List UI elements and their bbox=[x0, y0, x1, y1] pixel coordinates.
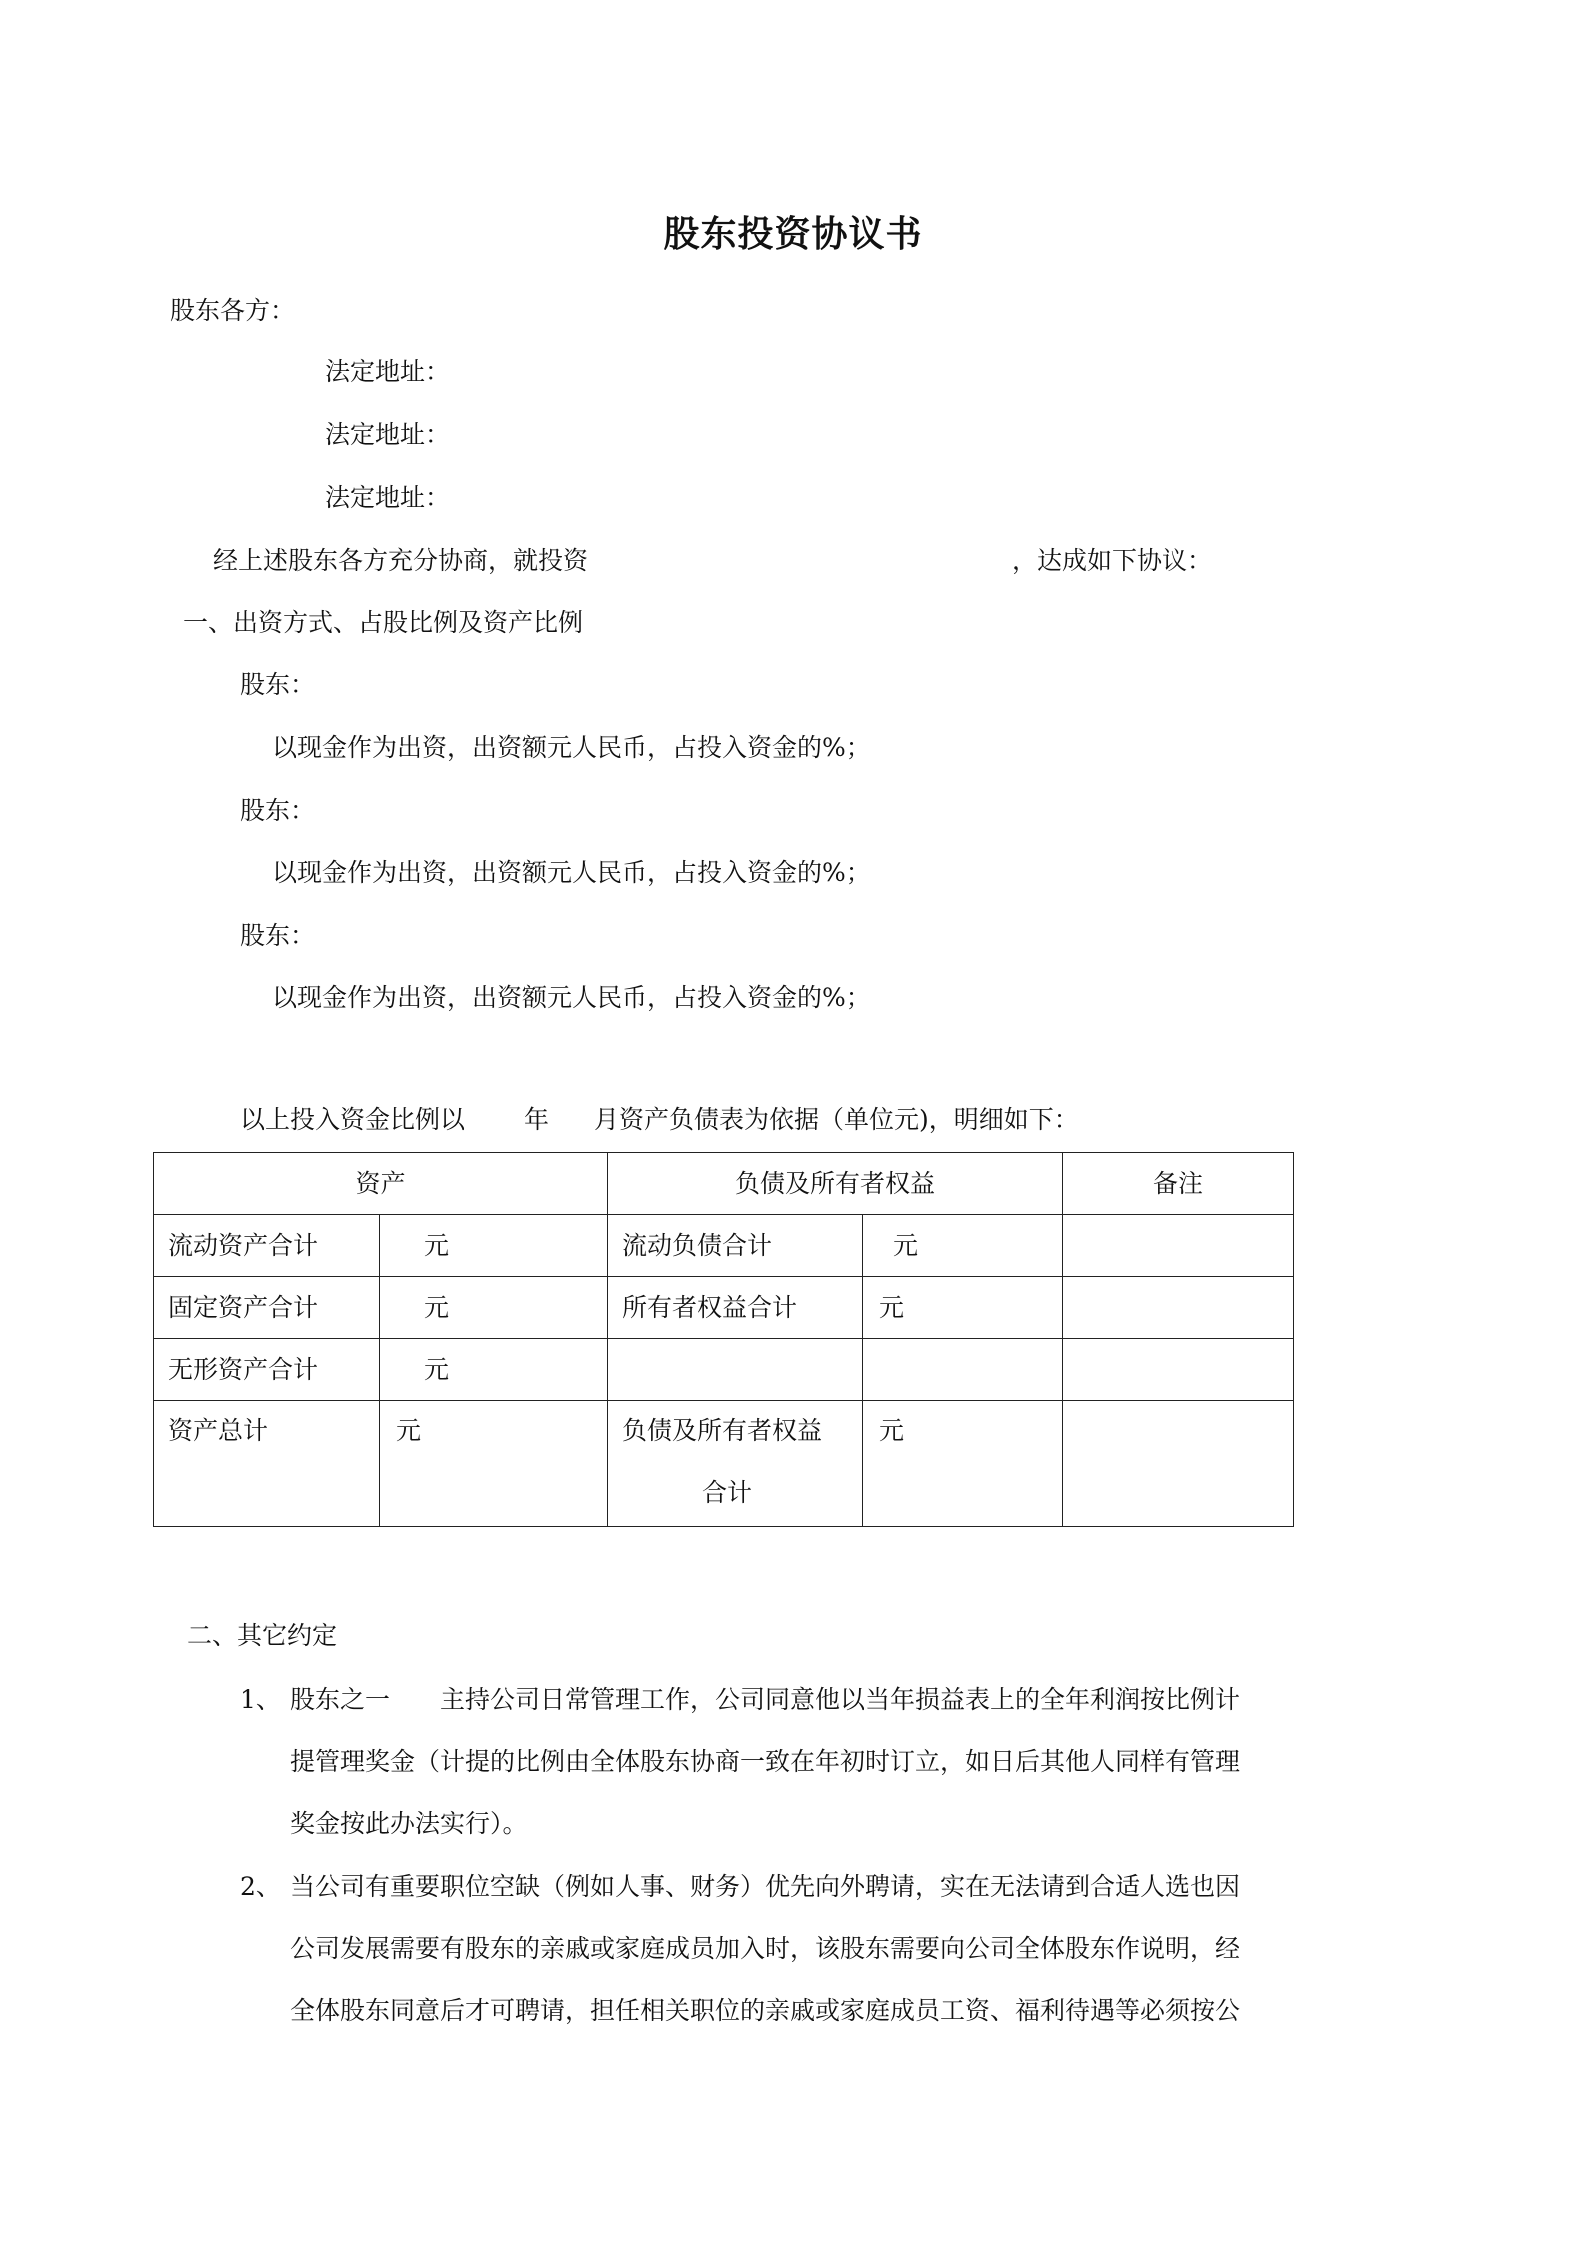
item-2-line-1: 当公司有重要职位空缺（例如人事、财务）优先向外聘请，实在无法请到合适人选也因 bbox=[290, 1872, 1241, 1901]
section1-heading: 一、出资方式、占股比例及资产比例 bbox=[183, 608, 584, 637]
legal-address-3: 法定地址： bbox=[325, 483, 451, 512]
shareholder-detail-1: 以现金作为出资，出资额元人民币，占投入资金的%； bbox=[272, 733, 871, 762]
item-1-line-3: 奖金按此办法实行）。 bbox=[290, 1809, 528, 1838]
table-row bbox=[154, 1215, 1294, 1277]
table-row-total bbox=[154, 1401, 1294, 1527]
header-liabilities: 负债及所有者权益 bbox=[608, 1153, 1063, 1215]
liab-label-line2: 合计 bbox=[702, 1478, 753, 1507]
item-2-number: 2、 bbox=[240, 1872, 281, 1901]
shareholder-label-1: 股东： bbox=[240, 670, 316, 699]
remarks-cell bbox=[1063, 1215, 1294, 1277]
liab-label bbox=[608, 1339, 863, 1401]
asset-value: 元 bbox=[380, 1339, 608, 1401]
liab-value: 元 bbox=[863, 1215, 1063, 1277]
item-2-line-2: 公司发展需要有股东的亲戚或家庭成员加入时，该股东需要向公司全体股东作说明，经 bbox=[290, 1934, 1241, 1963]
asset-label: 无形资产合计 bbox=[154, 1339, 380, 1401]
liab-value: 元 bbox=[863, 1401, 1063, 1527]
liab-value: 元 bbox=[863, 1277, 1063, 1339]
section2-heading: 二、其它约定 bbox=[187, 1621, 338, 1650]
liab-label-total bbox=[608, 1401, 863, 1527]
shareholder-detail-2: 以现金作为出资，出资额元人民币，占投入资金的%； bbox=[272, 858, 871, 887]
item-2-line-3: 全体股东同意后才可聘请，担任相关职位的亲戚或家庭成员工资、福利待遇等必须按公 bbox=[290, 1996, 1241, 2025]
balance-sheet-table bbox=[153, 1152, 1294, 1527]
remarks-cell bbox=[1063, 1401, 1294, 1527]
item-1-number: 1、 bbox=[240, 1685, 281, 1714]
intro-right: ，达成如下协议： bbox=[1012, 546, 1213, 575]
basis-part3: 月资产负债表为依据（单位元)，明细如下： bbox=[594, 1105, 1079, 1134]
item-1-line-1: 股东之一 主持公司日常管理工作，公司同意他以当年损益表上的全年利润按比例计 bbox=[290, 1685, 1241, 1714]
asset-value: 元 bbox=[380, 1215, 608, 1277]
remarks-cell bbox=[1063, 1339, 1294, 1401]
liab-label: 所有者权益合计 bbox=[608, 1277, 863, 1339]
header-assets: 资产 bbox=[154, 1153, 608, 1215]
legal-address-2: 法定地址： bbox=[325, 420, 451, 449]
asset-label: 流动资产合计 bbox=[154, 1215, 380, 1277]
header-remarks: 备注 bbox=[1063, 1153, 1294, 1215]
table-row bbox=[154, 1277, 1294, 1339]
table-header-row bbox=[154, 1153, 1294, 1215]
table-row bbox=[154, 1339, 1294, 1401]
shareholder-label-3: 股东： bbox=[240, 921, 316, 950]
liab-label-line1: 负债及所有者权益 bbox=[622, 1416, 823, 1445]
asset-label: 固定资产合计 bbox=[154, 1277, 380, 1339]
asset-value: 元 bbox=[380, 1277, 608, 1339]
intro-left: 经上述股东各方充分协商，就投资 bbox=[213, 546, 589, 575]
basis-part1: 以上投入资金比例以 bbox=[240, 1105, 466, 1134]
item-1-line-2: 提管理奖金（计提的比例由全体股东协商一致在年初时订立，如日后其他人同样有管理 bbox=[290, 1747, 1241, 1776]
remarks-cell bbox=[1063, 1277, 1294, 1339]
basis-part2: 年 bbox=[524, 1105, 550, 1134]
liab-label: 流动负债合计 bbox=[608, 1215, 863, 1277]
shareholder-detail-3: 以现金作为出资，出资额元人民币，占投入资金的%； bbox=[272, 983, 871, 1012]
shareholder-label-2: 股东： bbox=[240, 796, 316, 825]
asset-value: 元 bbox=[380, 1401, 608, 1527]
legal-address-1: 法定地址： bbox=[325, 357, 451, 386]
parties-heading: 股东各方： bbox=[170, 296, 296, 325]
asset-label: 资产总计 bbox=[154, 1401, 380, 1527]
liab-value bbox=[863, 1339, 1063, 1401]
document-title: 股东投资协议书 bbox=[663, 213, 923, 255]
